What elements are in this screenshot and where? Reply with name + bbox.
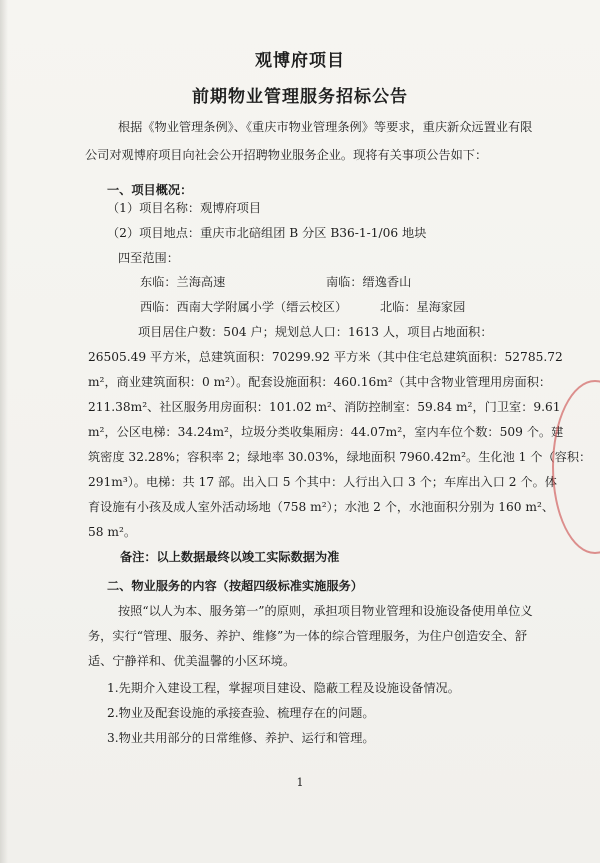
intro-line-2: 公司对观博府项目向社会公开招聘物业服务企业。现将有关事项公告如下： (85, 148, 488, 162)
section1-heading: 一、项目概况： (107, 183, 193, 197)
page-edge-shadow (0, 0, 8, 863)
boundary-west: 西临：西南大学附属小学（缙云校区） (140, 300, 348, 314)
stats-line-3: m²，商业建筑面积：0 m²）。配套设施面积：460.16m²（其中含物业管理用房面积： (88, 375, 552, 389)
boundaries-label: 四至范围： (118, 251, 179, 265)
stats-line-9: 58 m²。 (88, 525, 137, 539)
service-item-1: 1.先期介入建设工程，掌握项目建设、隐蔽工程及设施设备情况。 (107, 681, 460, 695)
service-line-3: 适、宁静祥和、优美温馨的小区环境。 (88, 654, 296, 668)
project-name: （1）项目名称：观博府项目 (107, 201, 262, 215)
stats-line-8: 育设施有小孩及成人室外活动场地（758 m²）；水池 2 个，水池面积分别为 160 m²、 (88, 500, 555, 514)
boundary-north: 北临：星海家园 (380, 300, 466, 314)
stats-line-6: 筑密度 32.28%；容积率 2；绿地率 30.03%，绿地面积 7960.42m²。生化池 1 个（容积： (88, 450, 592, 464)
stats-line-5: m²，公区电梯：34.24m²，垃圾分类收集厢房：44.07m²，室内车位个数：509 个。建 (88, 425, 564, 439)
section2-heading: 二、物业服务的内容（按超四级标准实施服务） (107, 579, 363, 593)
stats-line-7: 291m³）。电梯：共 17 部。出入口 5 个其中：人行出入口 3 个；车库出入口 2 个。体 (88, 475, 557, 489)
service-line-1: 按照“以人为本、服务第一”的原则，承担项目物业管理和设施设备使用单位义 (118, 604, 533, 618)
boundary-east: 东临：兰海高速 (140, 275, 226, 289)
service-line-2: 务，实行“管理、服务、养护、维修”为一体的综合管理服务，为住户创造安全、舒 (88, 629, 528, 643)
stats-line-2: 26505.49 平方米，总建筑面积：70299.92 平方米（其中住宅总建筑面积：52785.72 (88, 350, 563, 364)
boundary-south: 南临：缙逸香山 (326, 275, 412, 289)
intro-line-1: 根据《物业管理条例》、《重庆市物业管理条例》等要求，重庆新众远置业有限 (118, 120, 533, 134)
page-number: 1 (296, 776, 304, 789)
document-subtitle: 前期物业管理服务招标公告 (192, 87, 408, 107)
service-item-3: 3.物业共用部分的日常维修、养护、运行和管理。 (107, 731, 375, 745)
document-title: 观博府项目 (255, 51, 345, 71)
project-location: （2）项目地点：重庆市北碚组团 B 分区 B36-1-1/06 地块 (107, 226, 427, 240)
stats-line-1: 项目居住户数：504 户；规划总人口：1613 人，项目占地面积： (138, 325, 493, 339)
data-note: 备注：以上数据最终以竣工实际数据为准 (120, 550, 340, 564)
stats-line-4: 211.38m²、社区服务用房面积：101.02 m²、消防控制室：59.84 m²，门卫室：9.61 (88, 400, 561, 414)
service-item-2: 2.物业及配套设施的承接查验、梳理存在的问题。 (107, 706, 375, 720)
